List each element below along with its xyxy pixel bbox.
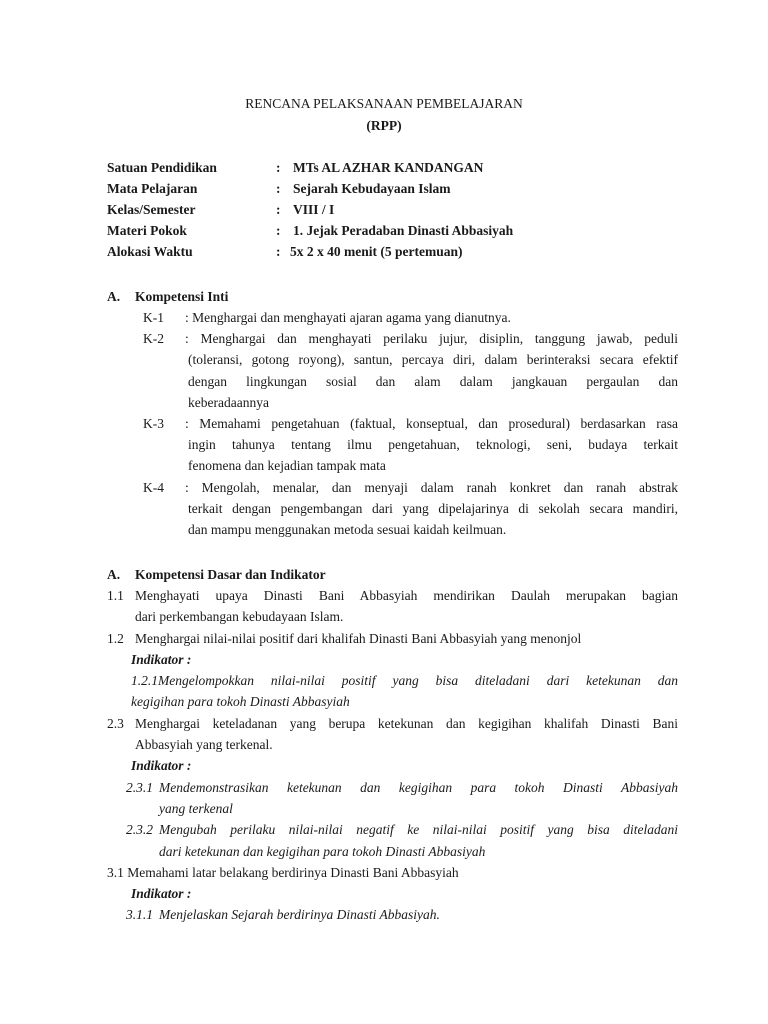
indikator-text-line: Menjelaskan Sejarah berdirinya Dinasti Abbasiyah. bbox=[159, 907, 440, 922]
kd-text-line: dari perkembangan kebudayaan Islam. bbox=[135, 609, 344, 624]
kd-number: 1.1 bbox=[107, 588, 124, 603]
indikator-text-line: kegigihan para tokoh Dinasti Abbasyiah bbox=[131, 694, 350, 709]
ki-code: K-1 bbox=[143, 310, 164, 325]
kd-text-line: Menghayati upaya Dinasti Bani Abbasyiah mendirikan Daulah merupakan bagian bbox=[135, 588, 678, 603]
ki-code: K-3 bbox=[143, 416, 164, 431]
ki-text-line: terkait dengan pengembangan dari yang dipelajarinya di sekolah secara mandiri, bbox=[188, 501, 678, 516]
kd-text-line: Menghargai keteladanan yang berupa ketekunan dan kegigihan khalifah Dinasti Bani bbox=[135, 716, 678, 731]
identity-value: 1. Jejak Peradaban Dinasti Abbasiyah bbox=[293, 223, 514, 238]
kd-text-line: Abbasyiah yang terkenal. bbox=[135, 737, 273, 752]
ki-text-line: : Menghargai dan menghayati perilaku jujur, disiplin, tanggung jawab, peduli bbox=[185, 331, 678, 346]
identity-value: MTs AL AZHAR KANDANGAN bbox=[293, 160, 484, 175]
kd-number: 2.3 bbox=[107, 716, 124, 731]
indikator-label: Indikator : bbox=[131, 886, 192, 901]
identity-separator: : bbox=[276, 202, 281, 217]
ki-text-line: : Memahami pengetahuan (faktual, konseptual, dan prosedural) berdasarkan rasa bbox=[185, 416, 678, 431]
ki-text-line: : Menghargai dan menghayati ajaran agama yang dianutnya. bbox=[185, 310, 511, 325]
indikator-text-line: dari ketekunan dan kegigihan para tokoh Dinasti Abbasiyah bbox=[159, 844, 486, 859]
ki-text-line: ingin tahunya tentang ilmu pengetahuan, teknologi, seni, budaya terkait bbox=[188, 437, 678, 452]
indikator-number: 3.1.1 bbox=[126, 907, 153, 922]
indikator-text-line: Mengubah perilaku nilai-nilai negatif ke nilai-nilai positif yang bisa diteladani bbox=[159, 822, 678, 837]
section-marker: A. bbox=[107, 567, 121, 582]
indikator-text-line: 1.2.1Mengelompokkan nilai-nilai positif yang bisa diteladani dari ketekunan dan bbox=[131, 673, 678, 688]
indikator-number: 2.3.1 bbox=[126, 780, 153, 795]
indikator-text-line: Mendemonstrasikan ketekunan dan kegigihan para tokoh Dinasti Abbasiyah bbox=[159, 780, 678, 795]
identity-value: VIII / I bbox=[293, 202, 335, 217]
identity-separator: : bbox=[276, 160, 281, 175]
document-subtitle: (RPP) bbox=[366, 118, 402, 133]
section-heading-ki: Kompetensi Inti bbox=[135, 289, 229, 304]
ki-code: K-2 bbox=[143, 331, 164, 346]
kd-text-line: Menghargai nilai-nilai positif dari khalifah Dinasti Bani Abbasyiah yang menonjol bbox=[135, 631, 582, 646]
section-heading-kd: Kompetensi Dasar dan Indikator bbox=[135, 567, 326, 582]
ki-text-line: (toleransi, gotong royong), santun, percaya diri, dalam berinteraksi secara efektif bbox=[188, 352, 678, 367]
ki-text-line: dengan lingkungan sosial dan alam dalam jangkauan pergaulan dan bbox=[188, 374, 678, 389]
ki-text-line: keberadaannya bbox=[188, 395, 269, 410]
ki-code: K-4 bbox=[143, 480, 164, 495]
indikator-text-line: yang terkenal bbox=[159, 801, 233, 816]
identity-separator: : bbox=[276, 181, 281, 196]
identity-separator: : bbox=[276, 223, 281, 238]
identity-label: Mata Pelajaran bbox=[107, 181, 198, 196]
identity-separator: : bbox=[276, 244, 281, 259]
ki-text-line: dan mampu menggunakan metoda sesuai kaidah keilmuan. bbox=[188, 522, 507, 537]
identity-value: Sejarah Kebudayaan Islam bbox=[293, 181, 451, 196]
identity-label: Kelas/Semester bbox=[107, 202, 196, 217]
section-marker: A. bbox=[107, 289, 121, 304]
ki-text-line: : Mengolah, menalar, dan menyaji dalam ranah konkret dan ranah abstrak bbox=[185, 480, 678, 495]
identity-label: Satuan Pendidikan bbox=[107, 160, 217, 175]
document-title: RENCANA PELAKSANAAN PEMBELAJARAN bbox=[245, 96, 523, 111]
identity-label: Materi Pokok bbox=[107, 223, 187, 238]
ki-text-line: fenomena dan kejadian tampak mata bbox=[188, 458, 386, 473]
kd-number: 1.2 bbox=[107, 631, 124, 646]
indikator-number: 2.3.2 bbox=[126, 822, 153, 837]
kd-text-line: 3.1 Memahami latar belakang berdirinya Dinasti Bani Abbasyiah bbox=[107, 865, 459, 880]
indikator-label: Indikator : bbox=[131, 758, 192, 773]
identity-value: 5x 2 x 40 menit (5 pertemuan) bbox=[290, 244, 463, 259]
indikator-label: Indikator : bbox=[131, 652, 192, 667]
identity-label: Alokasi Waktu bbox=[107, 244, 193, 259]
